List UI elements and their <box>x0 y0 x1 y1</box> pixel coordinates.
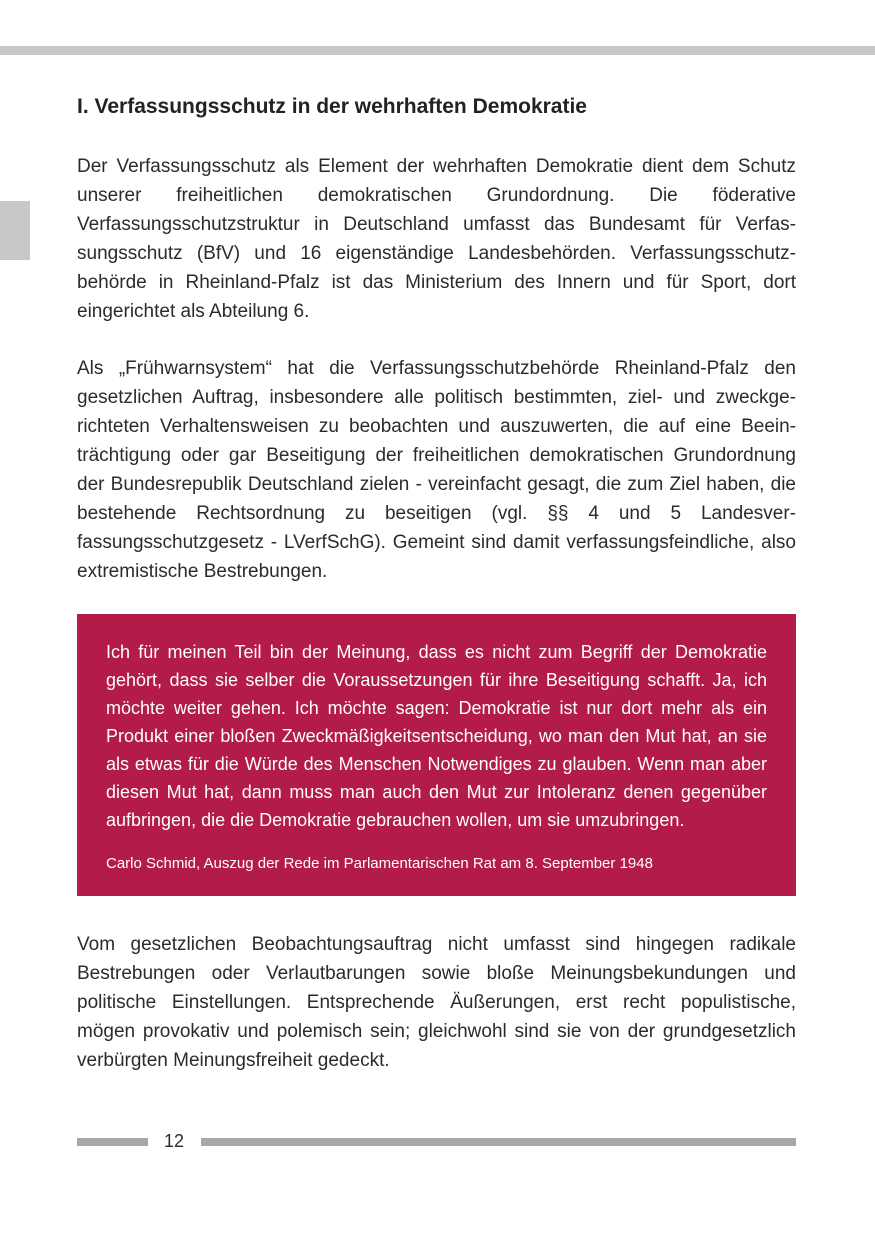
footer-bar-right <box>201 1138 796 1146</box>
quote-source: Carlo Schmid, Auszug der Rede im Parlamentarischen Rat am 8. September 1948 <box>106 855 653 872</box>
paragraph-fruehwarnsystem: Als „Frühwarnsystem“ hat die Verfassungsschutzbehörde Rheinland-Pfalz den gesetzlichen Auftrag, insbesondere alle politisch bestimmten, ziel- und zweckgerichteten Verhaltensweisen zu beobachten und auszuwerten, die auf eine Beeinträchtigung oder gar Beseitigung der freiheitlichen demokratischen Grundordnung der Bundesrepublik Deutschland zielen - vereinfacht gesagt, die zum Ziel haben, die bestehende Rechtsordnung zu beseitigen (vgl. §§ 4 und 5 Landesverfassungsschutzgesetz - LVerfSchG). Gemeint sind damit verfassungsfeindliche, also extremistische Bestrebungen. <box>77 358 796 582</box>
top-rule <box>0 46 875 55</box>
quote-box <box>77 614 796 896</box>
page-number: 12 <box>164 1131 185 1151</box>
page-footer <box>77 1128 796 1154</box>
quote-text: Ich für meinen Teil bin der Meinung, dass es nicht zum Begriff der Demokratie gehört, dass sie selber die Voraussetzungen für ihre Beseitigung schafft. Ja, ich möchte weiter gehen. Ich möchte sagen: Demokratie ist nur dort mehr als ein Produkt einer bloßen Zweckmäßigkeitsentscheidung, wo man den Mut hat, an sie als etwas für die Würde des Menschen Notwendiges zu glauben. Wenn man aber diesen Mut hat, dann muss man auch den Mut zur Intoleranz denen gegenüber aufbringen, die die Demokratie gebrauchen wollen, um sie umzubringen. <box>106 642 767 830</box>
chapter-tab-marker <box>0 201 30 260</box>
page-content <box>77 92 796 1103</box>
paragraph-verfassungsschutz-intro: Der Verfassungsschutz als Element der wehrhaften Demokratie dient dem Schutz unserer freiheitlichen demokratischen Grundordnung. Die föderative Verfassungsschutzstruktur in Deutschland umfasst das Bundesamt für Verfassungsschutz (BfV) und 16 eigenständige Landesbehörden. Verfassungsschutzbehörde in Rheinland-Pfalz ist das Ministerium des Innern und für Sport, dort eingerichtet als Abteilung 6. <box>77 156 796 322</box>
paragraph-beobachtungsauftrag: Vom gesetzlichen Beobachtungsauftrag nicht umfasst sind hingegen radikale Bestrebungen oder Verlautbarungen sowie bloße Meinungsbekundungen und politische Einstellungen. Entsprechende Äußerungen, erst recht populistische, mögen provokativ und polemisch sein; gleichwohl sind sie von der grundgesetzlich verbürgten Meinungsfreiheit gedeckt. <box>77 934 796 1071</box>
footer-bar-left <box>77 1138 148 1146</box>
section-heading: I. Verfassungsschutz in der wehrhaften Demokratie <box>77 95 587 118</box>
